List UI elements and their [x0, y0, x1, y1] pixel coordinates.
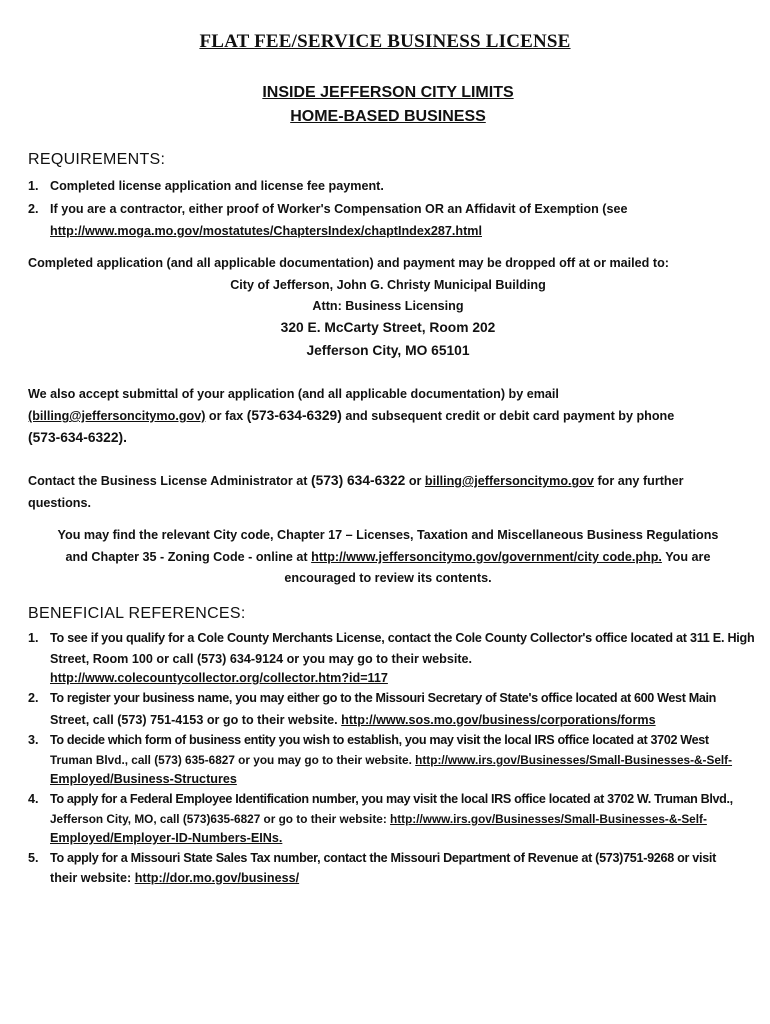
reference-text: Street, call (573) 751-4153 or go to their website.: [50, 713, 342, 727]
email-para-text: and subsequent credit or debit card payment by phone: [341, 409, 675, 423]
list-number: 1.: [28, 179, 39, 193]
submit-intro: Completed application (and all applicable documentation) and payment may be dropped off at or mailed to:: [28, 256, 669, 270]
reference-4-line-2: [50, 811, 707, 827]
address-line-3: 320 E. McCarty Street, Room 202: [280, 320, 496, 335]
contact-text: or: [405, 474, 425, 488]
reference-1-line-1: To see if you qualify for a Cole County Merchants License, contact the Cole County Collector's office located at 311 E. High: [50, 631, 755, 645]
irs-structures-link[interactable]: http://www.irs.gov/Businesses/Small-Businesses-&-Self-: [415, 753, 733, 767]
reference-text: Truman Blvd., call (573) 635-6827 or you may go to their website.: [50, 753, 416, 767]
requirement-item-1: Completed license application and license fee payment.: [50, 179, 384, 193]
reference-3-line-2: [50, 752, 732, 768]
fax-number: (573-634-6329): [246, 408, 342, 423]
reference-5-line-1: To apply for a Missouri State Sales Tax number, contact the Missouri Department of Revenue at (573)751-9268 or visit: [50, 851, 716, 865]
irs-ein-link-cont[interactable]: Employed/Employer-ID-Numbers-EINs.: [50, 831, 283, 845]
sos-link[interactable]: http://www.sos.mo.gov/business/corporations/forms: [341, 713, 656, 727]
reference-1-line-2: Street, Room 100 or call (573) 634-9124 or you may go to their website.: [50, 652, 473, 666]
page-title: FLAT FEE/SERVICE BUSINESS LICENSE: [199, 31, 571, 52]
code-para-line-1: You may find the relevant City code, Chapter 17 – Licenses, Taxation and Miscellaneous Business Regulations: [57, 528, 719, 542]
code-text: and Chapter 35 - Zoning Code - online at: [65, 550, 312, 564]
reference-2-line-1: To register your business name, you may either go to the Missouri Secretary of State's office located at 600 West Main: [50, 691, 716, 705]
references-heading: BENEFICIAL REFERENCES:: [28, 605, 246, 622]
code-para-line-3: encouraged to review its contents.: [284, 571, 492, 585]
list-number: 4.: [28, 792, 39, 806]
email-para-line-2: [28, 408, 674, 424]
list-number: 5.: [28, 851, 39, 865]
subtitle-home-based: HOME-BASED BUSINESS: [290, 108, 486, 125]
billing-email-link[interactable]: (billing@jeffersoncitymo.gov): [28, 409, 206, 423]
reference-2-line-2: [50, 712, 656, 728]
statutes-link[interactable]: http://www.moga.mo.gov/mostatutes/ChaptersIndex/chaptIndex287.html: [50, 224, 482, 238]
list-number: 3.: [28, 733, 39, 747]
contact-para-line-2: questions.: [28, 496, 91, 510]
contact-phone: (573) 634-6322: [310, 473, 406, 488]
requirement-item-2: If you are a contractor, either proof of Worker's Compensation OR an Affidavit of Exemption (see: [50, 202, 628, 216]
reference-text: Jefferson City, MO, call (573)635-6827 or go to their website:: [50, 812, 391, 826]
cole-county-link[interactable]: http://www.colecountycollector.org/collector.htm?id=117: [50, 671, 388, 685]
dor-link[interactable]: http://dor.mo.gov/business/: [134, 871, 300, 885]
contact-para-line-1: [28, 473, 684, 489]
requirements-heading: REQUIREMENTS:: [28, 151, 166, 168]
list-number: 1.: [28, 631, 39, 645]
phone-number: (573-634-6322).: [28, 430, 127, 445]
code-text: You are: [661, 550, 711, 564]
contact-text: Contact the Business License Administrator at: [28, 474, 311, 488]
subtitle-city-limits: INSIDE JEFFERSON CITY LIMITS: [262, 84, 514, 101]
list-number: 2.: [28, 202, 39, 216]
reference-5-line-2: [50, 870, 299, 886]
reference-3-line-1: To decide which form of business entity you wish to establish, you may visit the local IRS office located at 3702 West: [50, 733, 709, 747]
contact-email-link[interactable]: billing@jeffersoncitymo.gov: [424, 474, 594, 488]
address-line-4: Jefferson City, MO 65101: [306, 343, 470, 358]
address-line-2: Attn: Business Licensing: [312, 299, 464, 313]
list-number: 2.: [28, 691, 39, 705]
code-para-line-2: [0, 549, 770, 565]
address-line-1: City of Jefferson, John G. Christy Municipal Building: [230, 278, 546, 292]
reference-text: their website:: [50, 871, 135, 885]
email-para-line-1: We also accept submittal of your application (and all applicable documentation) by email: [28, 387, 559, 401]
irs-structures-link-cont[interactable]: Employed/Business-Structures: [50, 772, 237, 786]
irs-ein-link[interactable]: http://www.irs.gov/Businesses/Small-Businesses-&-Self-: [390, 812, 707, 826]
city-code-link[interactable]: http://www.jeffersoncitymo.gov/government/city code.php.: [311, 550, 662, 564]
reference-4-line-1: To apply for a Federal Employee Identification number, you may visit the local IRS office located at 3702 W. Truman Blvd.,: [50, 792, 733, 806]
email-para-text: or fax: [205, 409, 247, 423]
contact-text: for any further: [593, 474, 684, 488]
